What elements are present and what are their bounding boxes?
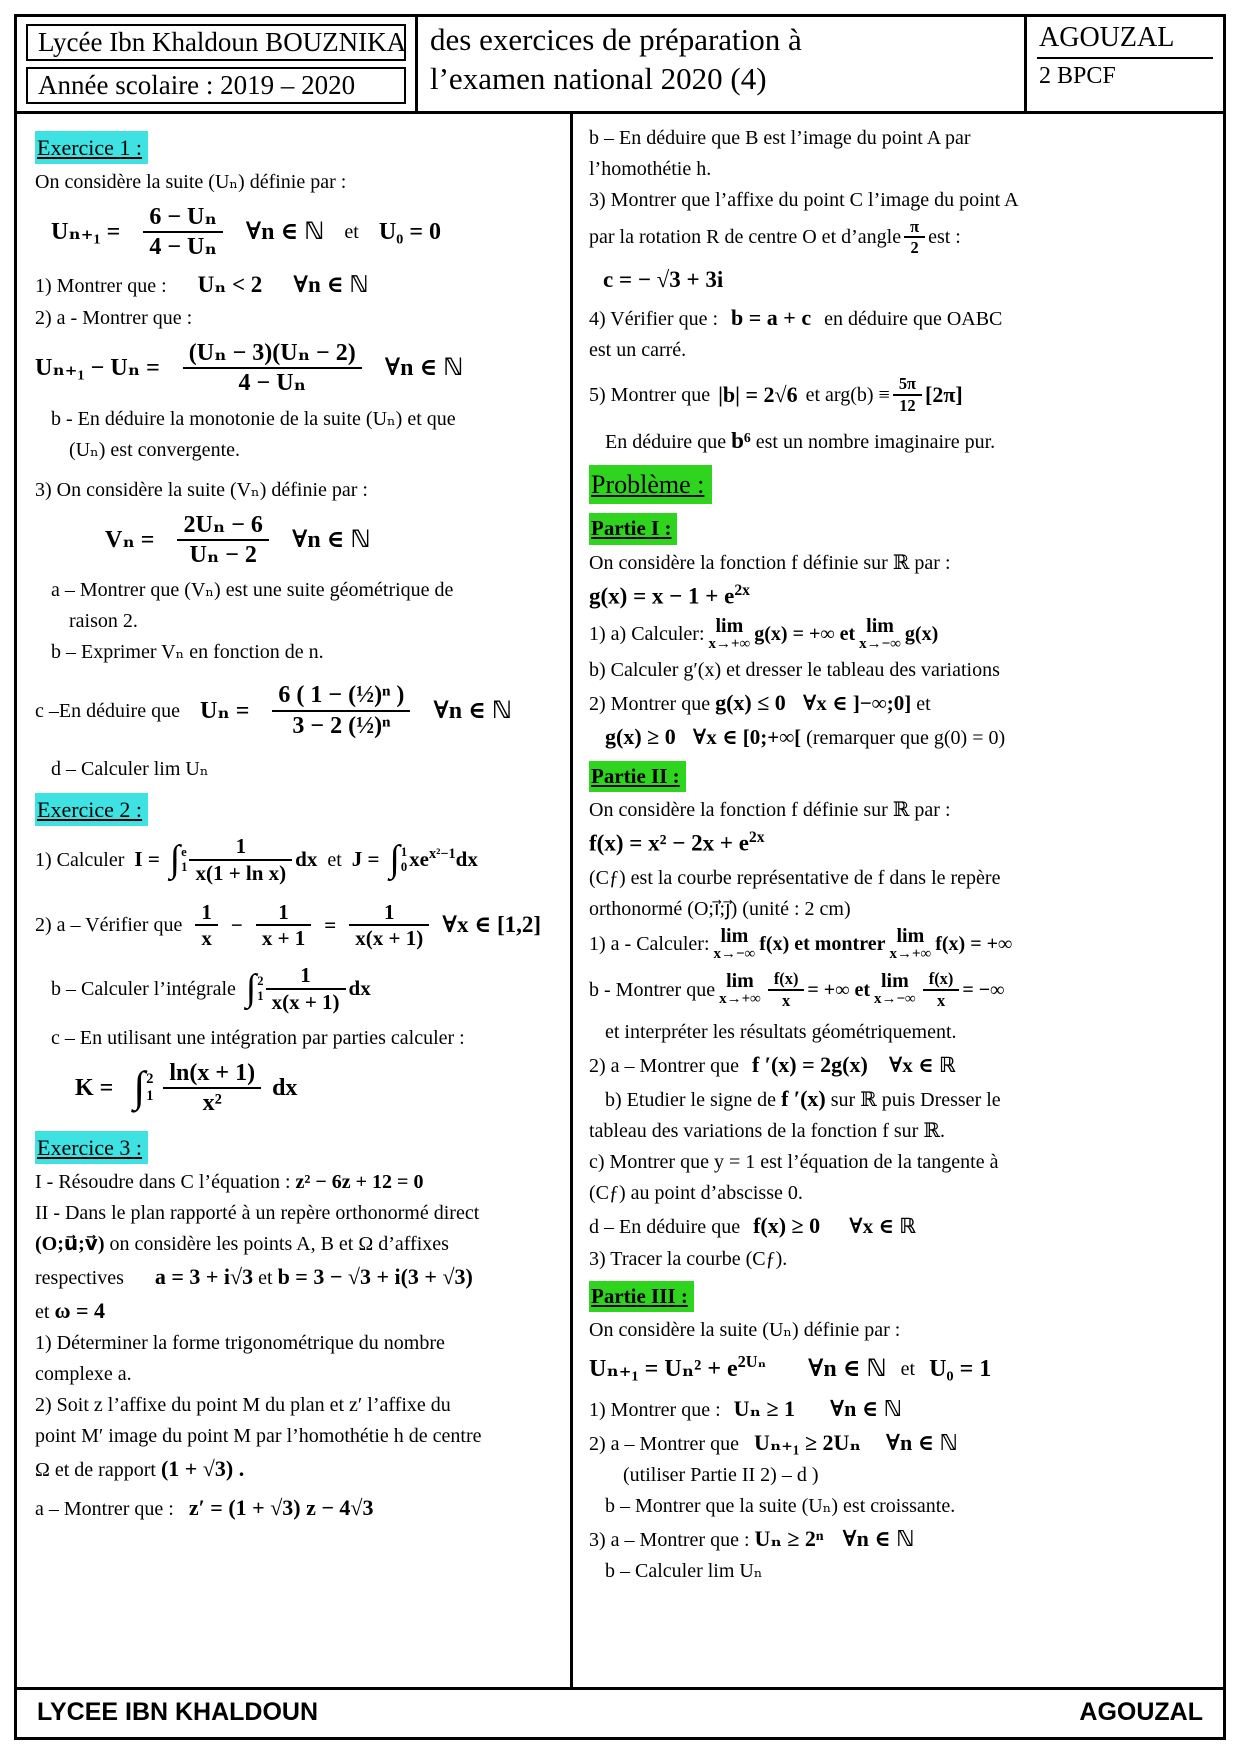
fraction: $\frac{\ln(x + 1)}{\text{x²}}$: [163, 1059, 261, 1118]
inline-math: g(x): [904, 623, 939, 646]
part3-title: Partie III :: [589, 1281, 694, 1313]
part1-q2a: [589, 686, 1209, 720]
question-text: en déduire que OABC: [824, 308, 1003, 331]
part2-q2a: [589, 1048, 1209, 1082]
part2-line2: orthonormé (O;i⃗;j⃗) (unité : 2 cm): [589, 897, 851, 920]
question-3b: b – Exprimer Vₙ en fonction de n.: [51, 641, 324, 664]
limit-subscript: x→−∞: [874, 991, 916, 1008]
inline-math: Uₙ₊₁ ≥ 2Uₙ: [753, 1430, 861, 1456]
footer-school: LYCEE IBN KHALDOUN: [37, 1698, 319, 1726]
ex3-line9: point M′ image du point M par l’homothétie h de centre: [35, 1425, 482, 1448]
inline-math: g(x) ≥ 0: [605, 724, 676, 750]
question-2b-line1: b - En déduire la monotonie de la suite (Uₙ) et que: [51, 407, 456, 430]
equals-sign: =: [324, 912, 337, 937]
part3-q2b: b – Montrer que la suite (Uₙ) est croissante.: [605, 1495, 956, 1518]
part2-heading: [589, 755, 1209, 795]
forall-condition: ∀n ∈ ℕ: [245, 219, 325, 246]
question-text: 5) Montrer que: [589, 383, 711, 406]
r-line8: [589, 374, 963, 415]
part3-q2a: [589, 1426, 1209, 1459]
footer-teacher: AGOUZAL: [1079, 1698, 1203, 1726]
question-text: sur ℝ puis Dresser le: [830, 1089, 1001, 1112]
integral-sign: ∫: [169, 837, 181, 880]
formula-un-definition: [35, 203, 556, 262]
exercise2-title: Exercice 2 :: [35, 793, 148, 826]
question-text: est un nombre imaginaire pur.: [755, 430, 996, 453]
lim-word: lim: [866, 615, 894, 638]
forall-condition: ∀n ∈ ℕ: [808, 1355, 887, 1382]
inline-math: g(x) = +∞ et: [754, 623, 856, 646]
fraction: $\frac{\text{2Uₙ − 6}}{\text{Uₙ − 2}}$: [177, 511, 268, 570]
limit-subscript: x→−∞: [859, 636, 901, 653]
question-text: 1) Montrer que :: [589, 1399, 721, 1422]
fraction: $\frac{1}{x(x + 1)}$: [349, 900, 429, 952]
formula-lhs: K =: [75, 1074, 114, 1101]
exponent: x²−1: [429, 846, 456, 863]
part2-title: Partie II :: [589, 761, 686, 793]
connector: et: [327, 848, 342, 871]
formula-integral-q2b: [35, 963, 556, 1015]
b-power-6: b⁶: [731, 427, 751, 453]
affix-omega: ω = 4: [54, 1298, 106, 1324]
school-year: Année scolaire : 2019 – 2020: [26, 67, 406, 104]
ex3-line3: [35, 1229, 556, 1259]
question-text: 1) Montrer que :: [35, 274, 167, 297]
r-line1: b – En déduire que B est l’image du point A par: [589, 127, 971, 149]
connector: et: [900, 1357, 916, 1380]
integrand: $xe^{x^2-1}dx$: [409, 846, 478, 872]
formula-un-part3: [589, 1350, 991, 1387]
teacher-name: AGOUZAL: [1037, 22, 1213, 59]
lim-word: lim: [726, 970, 754, 993]
part1-q1a: [589, 616, 938, 653]
formula-lhs: Uₙ₊₁ =: [51, 219, 121, 246]
r-line6: [589, 301, 1209, 334]
dx: dx: [348, 976, 371, 1001]
footer: [17, 1687, 1223, 1737]
integral-lower-bound: 1: [181, 859, 188, 874]
integral-lower-bound: 0: [400, 859, 408, 874]
left-column: [17, 114, 573, 1687]
page-frame: [14, 14, 1226, 1740]
part1-q2b: [589, 720, 1209, 754]
question-text: 1) Calculer: [35, 848, 125, 871]
initial-term: U₀ = 1: [929, 1355, 992, 1382]
formula-lhs: Vₙ =: [105, 527, 155, 554]
part3-q3b: b – Calculer lim Uₙ: [605, 1560, 763, 1583]
part1-title: Partie I :: [589, 513, 677, 545]
inline-math: f(x) et montrer: [759, 932, 886, 955]
part2-intro: On considère la fonction f définie sur ℝ par :: [589, 799, 951, 822]
forall-condition: ∀n ∈ ℕ: [433, 697, 513, 724]
header-left: [17, 17, 415, 111]
integral-sign: ∫: [389, 837, 400, 880]
inline-math: Uₙ ≥ 1: [733, 1396, 796, 1422]
question-text: En déduire que: [605, 430, 727, 453]
initial-term: U₀ = 0: [378, 219, 442, 246]
question-text: I - Résoudre dans C l’équation :: [35, 1171, 291, 1194]
inline-math: = −∞: [962, 978, 1005, 1001]
integral: [245, 966, 264, 1009]
limit-block: [714, 926, 756, 963]
exercise2-heading: [35, 785, 556, 828]
fraction: $\frac{\text{6 ( 1 − (½)ⁿ )}}{\text{3 − 2 (½)ⁿ}}$: [272, 681, 410, 740]
r-line2: l’homothétie h.: [589, 158, 712, 180]
question-text: c –En déduire que: [35, 699, 180, 722]
question-text: et: [35, 1301, 50, 1324]
fraction: $\frac{\text{6 − Uₙ}}{\text{4 − Uₙ}}$: [143, 203, 222, 262]
inline-math: g(x) ≤ 0: [715, 689, 786, 715]
question-text: est :: [928, 226, 961, 249]
exponent: 2x: [734, 581, 750, 599]
question-text: Ω et de rapport: [35, 1459, 156, 1482]
affix-b: b = 3 − √3 + i(3 + √3): [277, 1264, 473, 1290]
question-1: [35, 268, 556, 303]
school-name: Lycée Ibn Khaldoun BOUZNIKA: [26, 24, 406, 61]
limit-block: [889, 926, 931, 963]
ex3-line6: 1) Déterminer la forme trigonométrique du nombre: [35, 1332, 445, 1355]
integral-sign: ∫: [245, 966, 257, 1009]
question-text: 2) Montrer que: [589, 692, 711, 715]
limit-block: [719, 971, 761, 1008]
integral-lower-bound: 1: [257, 988, 264, 1003]
inline-math: (1 + √3) .: [160, 1456, 245, 1482]
problem-heading: [589, 459, 1209, 506]
r-line7: est un carré.: [589, 339, 687, 362]
integral-J: [389, 837, 408, 880]
question-text: 2) a – Vérifier que: [35, 914, 183, 937]
exercise1-title: Exercice 1 :: [35, 131, 148, 164]
limit-block: [709, 616, 751, 653]
fraction: $\frac{1}{x + 1}$: [256, 900, 311, 952]
exponent: 2x: [748, 829, 765, 847]
forall-condition: ∀x ∈ ℝ: [888, 1052, 956, 1077]
inline-math: b = a + c: [731, 305, 812, 331]
part3-q1: [589, 1392, 1209, 1425]
integral-I: [169, 837, 188, 880]
formula-un-closed-form: [35, 681, 556, 740]
forall-condition: ∀x ∈ ]−∞;0]: [802, 690, 912, 715]
lim-word: lim: [880, 970, 909, 993]
exercise1-intro: On considère la suite (Uₙ) définie par :: [35, 171, 347, 193]
inline-math: f ′(x) = 2g(x): [751, 1051, 868, 1077]
formula-c-affix: c = − √3 + 3i: [603, 266, 724, 292]
inline-math: = +∞ et: [807, 978, 870, 1001]
ex3-line5: [35, 1294, 556, 1327]
ex3-line1: [35, 1167, 556, 1197]
forall-condition: ∀x ∈ [1,2]: [442, 912, 542, 938]
part3-q2a-hint: (utiliser Partie II 2) – d ): [623, 1464, 819, 1487]
modulo-bracket: [2π]: [925, 382, 963, 408]
formula-vn-definition: [35, 511, 556, 570]
question-2c: c – En utilisant une intégration par parties calculer :: [51, 1026, 465, 1049]
formula-difference: [35, 339, 556, 398]
affix-a: a = 3 + i√3: [154, 1264, 254, 1290]
forall-condition: ∀n ∈ ℕ: [830, 1396, 903, 1422]
formula-lhs: J =: [351, 847, 380, 872]
fraction-pi-over-2: $\frac{\pi}{2}$: [904, 217, 925, 258]
part3-intro: On considère la suite (Uₙ) définie par :: [589, 1319, 901, 1342]
part1-intro: On considère la fonction f définie sur ℝ par :: [589, 551, 951, 574]
inline-math: Uₙ ≥ 2ⁿ: [754, 1526, 824, 1552]
forall-condition: ∀x ∈ [0;+∞[: [692, 725, 802, 750]
formula-partial-fractions: [35, 900, 556, 952]
inline-math: z² − 6z + 12 = 0: [295, 1171, 424, 1194]
question-3: 3) On considère la suite (Vₙ) définie par :: [35, 478, 368, 501]
question-text: b - Montrer que: [589, 978, 716, 1001]
limit-subscript: x→+∞: [719, 991, 761, 1008]
part2-q1b: [589, 969, 1004, 1010]
recurrence: $U_{n+1} = U_n^2 + e^{2U_n}$: [589, 1352, 767, 1383]
part1-heading: [589, 507, 1209, 547]
part2-line1: (Cƒ) est la courbe représentative de f dans le repère: [589, 866, 1001, 889]
formula-K-integral: [35, 1059, 556, 1118]
document-title-line1: des exercices de préparation à: [430, 22, 802, 57]
question-3a-line2: raison 2.: [69, 610, 138, 633]
integral: [133, 1064, 154, 1112]
integral-upper-bound: 2: [146, 1070, 154, 1087]
fraction-fx-over-x: $\frac{f(x)}{x}$: [768, 969, 805, 1010]
integral-upper-bound: 2: [257, 974, 264, 989]
document-title-line2: l’examen national 2020 (4): [430, 60, 767, 96]
formula-lhs: I =: [134, 847, 160, 872]
question-text: 1) a - Calculer:: [589, 932, 710, 955]
question-text: on considère les points A, B et Ω d’affixes: [109, 1233, 449, 1256]
minus-sign: −: [230, 912, 243, 937]
modulus-b: |b| = 2√6: [718, 382, 798, 408]
formula-lhs: Uₙ₊₁ − Uₙ =: [35, 355, 160, 382]
part2-q1a: [589, 926, 1012, 963]
part2-q3: 3) Tracer la courbe (Cƒ).: [589, 1247, 788, 1270]
part3-heading: [589, 1275, 1209, 1315]
inline-math: f(x) = +∞: [935, 932, 1013, 955]
integral-sign: ∫: [133, 1064, 146, 1112]
part2-q1c: et interpréter les résultats géométriquement.: [605, 1020, 957, 1043]
question-text: et arg(b) ≡: [805, 383, 890, 406]
part2-q2b-line1: [589, 1082, 1209, 1115]
lim-word: lim: [720, 924, 749, 947]
dx: dx: [295, 847, 318, 872]
limit-block: [859, 616, 901, 653]
part2-q2c-line1: c) Montrer que y = 1 est l’équation de la tangente à: [589, 1151, 999, 1174]
exponent: 2Uₙ: [737, 1352, 767, 1372]
integral-upper-bound: e: [181, 845, 187, 859]
question-text: d – En déduire que: [589, 1216, 741, 1239]
limit-subscript: x→+∞: [889, 945, 932, 962]
question-text: 2) a – Montrer que: [589, 1433, 739, 1456]
fraction: $\frac{1}{x}$: [195, 900, 218, 952]
ex3-line11: [35, 1491, 556, 1524]
part3-q3a: [589, 1522, 1209, 1555]
limit-subscript: x→+∞: [708, 636, 751, 653]
integral-upper-bound: 1: [400, 845, 408, 859]
connector: et: [916, 692, 931, 715]
question-text: par la rotation R de centre O et d’angle: [589, 226, 902, 249]
ex3-line2: II - Dans le plan rapporté à un repère orthonormé direct: [35, 1202, 480, 1225]
inline-math: z′ = (1 + √3) z − 4√3: [188, 1495, 374, 1521]
formula-f-definition: $f(x) = x^2 - 2x + e^{2x}$: [589, 829, 765, 856]
part1-q1b: b) Calculer g′(x) et dresser le tableau des variations: [589, 658, 1000, 681]
question-text: b) Etudier le signe de: [605, 1089, 777, 1112]
two-column-body: [17, 114, 1223, 1687]
fraction-fx-over-x: $\frac{f(x)}{x}$: [923, 969, 960, 1010]
exercise3-heading: [35, 1123, 556, 1166]
fraction: $\frac{\text{(Uₙ − 3)(Uₙ − 2)}}{\text{4 − Uₙ}}$: [183, 339, 362, 398]
header-right: [1027, 17, 1223, 111]
r-line4: [589, 217, 961, 258]
problem-title: Problème :: [589, 465, 712, 504]
inline-math: (O;u⃗;v⃗): [35, 1233, 105, 1256]
r-line3: 3) Montrer que l’affixe du point C l’image du point A: [589, 189, 1019, 211]
question-text: 3) a – Montrer que :: [589, 1529, 750, 1552]
inline-math: f ′(x): [781, 1086, 826, 1112]
fraction: $\frac{1}{\text{x(1 + ln x)}}$: [189, 834, 292, 886]
question-3d: d – Calculer lim Uₙ: [51, 758, 209, 780]
exercise3-title: Exercice 3 :: [35, 1131, 148, 1164]
forall-condition: ∀x ∈ ℝ: [849, 1214, 916, 1239]
formula-integrals-IJ: [35, 834, 556, 886]
forall-condition: ∀n ∈ ℕ: [842, 1526, 915, 1552]
question-text: 4) Vérifier que :: [589, 308, 719, 331]
question-text: a – Montrer que :: [35, 1498, 174, 1521]
part2-q2b-line2: tableau des variations de la fonction f sur ℝ.: [589, 1120, 945, 1143]
inline-math: Uₙ < 2: [197, 271, 263, 297]
ex3-line10: [35, 1452, 556, 1485]
lim-word: lim: [715, 615, 744, 638]
exercise1-heading: [35, 123, 556, 166]
limit-block: [874, 971, 916, 1008]
question-text: b – Calculer l’intégrale: [51, 977, 236, 1000]
limit-subscript: x→−∞: [713, 945, 756, 962]
r-line9: [589, 424, 1209, 459]
lim-word: lim: [896, 924, 925, 947]
forall-condition: ∀n ∈ ℕ: [291, 527, 371, 554]
class-group: 2 BPCF: [1039, 63, 1116, 89]
ex3-line8: 2) Soit z l’affixe du point M du plan et z′ l’affixe du: [35, 1394, 451, 1417]
question-text: 1) a) Calculer:: [589, 623, 705, 646]
ex3-line4: [35, 1260, 556, 1293]
question-3a-line1: a – Montrer que (Vₙ) est une suite géométrique de: [51, 579, 454, 602]
forall-condition: ∀n ∈ ℕ: [384, 355, 464, 382]
remark: (remarquer que g(0) = 0): [806, 727, 1006, 750]
connector: et: [344, 221, 359, 244]
fraction: $\frac{1}{x(x + 1)}$: [266, 963, 346, 1015]
question-text: respectives: [35, 1267, 124, 1290]
dx: dx: [272, 1074, 298, 1101]
formula-lhs: Uₙ =: [199, 697, 250, 724]
question-text: 2) a – Montrer que: [589, 1054, 739, 1077]
header: [17, 17, 1223, 114]
integral-lower-bound: 1: [146, 1088, 154, 1105]
forall-condition: ∀n ∈ ℕ: [293, 271, 369, 297]
document-title: [415, 17, 1027, 111]
formula-g-definition: $g(x) = x - 1 + e^{2x}$: [589, 581, 750, 609]
connector: et: [258, 1267, 273, 1290]
forall-condition: ∀n ∈ ℕ: [885, 1430, 958, 1456]
inline-math: f(x) ≥ 0: [753, 1213, 821, 1239]
question-2b-line2: (Uₙ) est convergente.: [69, 438, 240, 461]
part2-q2c-line2: (Cƒ) au point d’abscisse 0.: [589, 1182, 803, 1205]
ex3-line7: complexe a.: [35, 1363, 132, 1386]
right-column: [573, 114, 1223, 1687]
question-2a: 2) a - Montrer que :: [35, 307, 193, 330]
part2-q2d: [589, 1209, 1209, 1243]
fraction-5pi-over-12: $\frac{5\pi}{12}$: [893, 374, 922, 415]
